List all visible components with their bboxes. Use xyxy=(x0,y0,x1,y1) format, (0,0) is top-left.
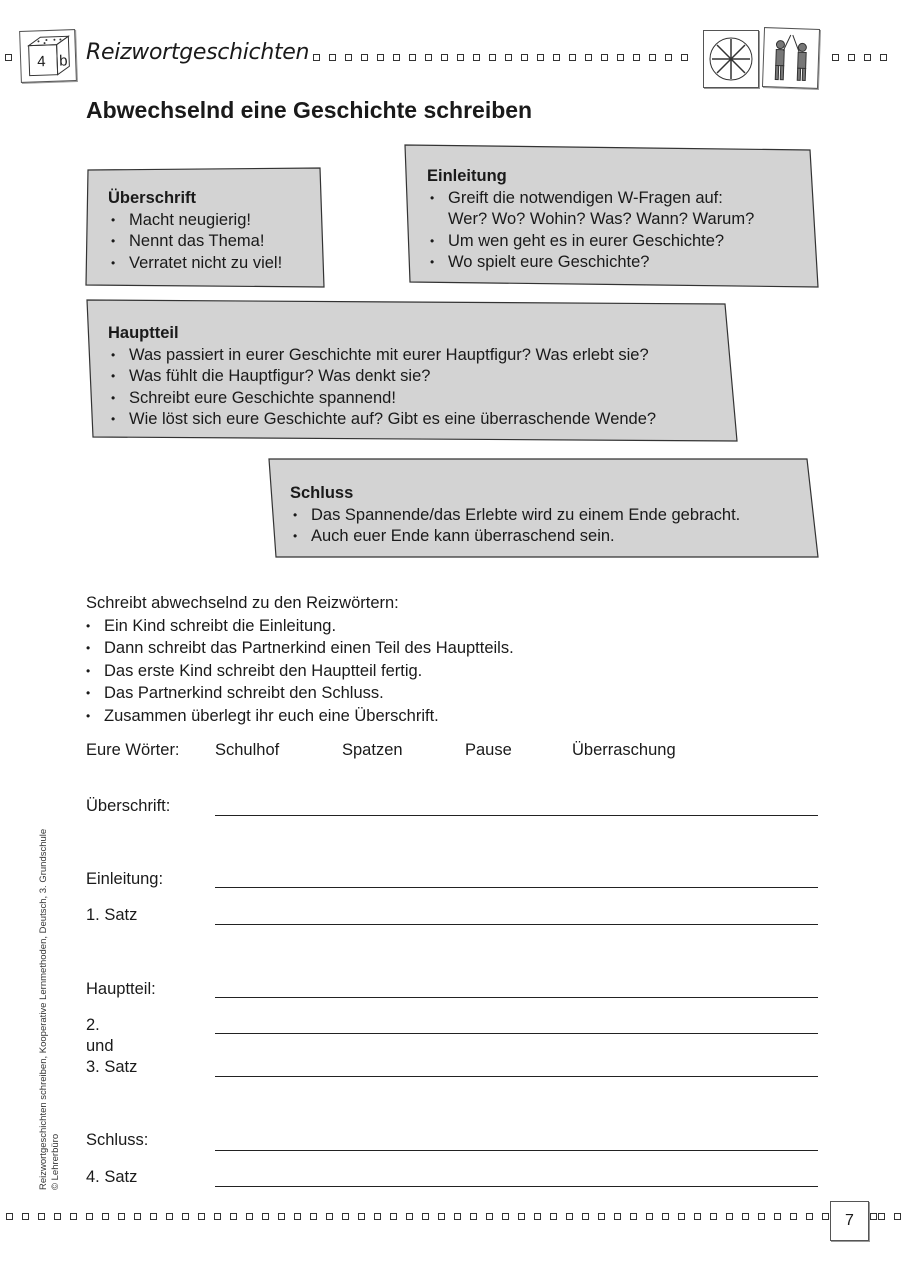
side-note-copyright: © Lehrerbüro xyxy=(50,1133,61,1190)
box-heading: Schluss xyxy=(290,484,354,502)
list-item: • Wo spielt eure Geschichte? xyxy=(427,252,754,274)
label-und: und xyxy=(86,1037,114,1055)
page-title: Abwechselnd eine Geschichte schreiben xyxy=(86,97,533,123)
write-line-satz4[interactable] xyxy=(215,1186,818,1187)
box-schluss xyxy=(290,483,740,548)
list-item: • Macht neugierig! xyxy=(108,210,282,232)
label-einleitung: Einleitung: xyxy=(86,870,164,888)
label-schluss: Schluss: xyxy=(86,1131,149,1149)
footer-dots xyxy=(6,1213,877,1220)
list-item: • Um wen geht es in eurer Geschichte? xyxy=(427,231,754,253)
side-note-source: Reizwortgeschichten schreiben, Kooperative Lernmethoden, Deutsch, 3. Grundschule xyxy=(38,828,49,1190)
list-item: • Das Spannende/das Erlebte wird zu einem Ende gebracht. xyxy=(290,505,740,527)
list-item: • Das erste Kind schreibt den Hauptteil fertig. xyxy=(83,660,514,683)
list-item: • Zusammen überlegt ihr euch eine Überschrift. xyxy=(83,705,514,728)
label-satz3: 3. Satz xyxy=(86,1058,138,1076)
page-number: 7 xyxy=(830,1201,869,1241)
footer-dots-right xyxy=(878,1213,901,1220)
series-title: Reizwortgeschichten xyxy=(86,40,310,65)
list-item: • Schreibt eure Geschichte spannend! xyxy=(108,388,656,410)
label-hauptteil: Hauptteil: xyxy=(86,980,156,998)
word-3: Pause xyxy=(465,741,512,759)
box-heading: Einleitung xyxy=(427,167,507,185)
list-item: • Nennt das Thema! xyxy=(108,231,282,253)
box-hauptteil xyxy=(108,323,656,431)
list-item: • Das Partnerkind schreibt den Schluss. xyxy=(83,682,514,705)
list-item-continuation: Wer? Wo? Wohin? Was? Wann? Warum? xyxy=(448,210,755,228)
list-item: • Verratet nicht zu viel! xyxy=(108,253,282,275)
word-4: Überraschung xyxy=(572,741,676,759)
box-heading: Überschrift xyxy=(108,189,197,207)
badge-number: 4 xyxy=(36,53,46,71)
list-item: • Dann schreibt das Partnerkind einen Teil des Hauptteils. xyxy=(83,637,514,660)
label-satz1: 1. Satz xyxy=(86,906,138,924)
side-note xyxy=(38,829,62,1190)
list-item: • Ein Kind schreibt die Einleitung. xyxy=(83,615,514,638)
write-line-satz1[interactable] xyxy=(215,924,818,925)
box-einleitung xyxy=(427,166,754,274)
write-line-satz2[interactable] xyxy=(215,1033,818,1034)
label-ueberschrift: Überschrift: xyxy=(86,797,171,815)
write-line-schluss[interactable] xyxy=(215,1150,818,1151)
instructions xyxy=(86,592,514,727)
box-ueberschrift xyxy=(108,188,282,274)
instructions-intro: Schreibt abwechselnd zu den Reizwörtern: xyxy=(86,594,399,612)
list-item: • Was fühlt die Hauptfigur? Was denkt sie? xyxy=(108,366,656,388)
list-item: Greift die notwendigen W-Fragen auf: xyxy=(448,188,723,207)
write-line-ueberschrift[interactable] xyxy=(215,815,818,816)
list-item: • Auch euer Ende kann überraschend sein. xyxy=(290,526,740,548)
word-2: Spatzen xyxy=(342,741,403,759)
write-line-einleitung[interactable] xyxy=(215,887,818,888)
words-label: Eure Wörter: xyxy=(86,741,180,759)
word-1: Schulhof xyxy=(215,741,280,759)
write-line-hauptteil[interactable] xyxy=(215,997,818,998)
list-item: • Was passiert in eurer Geschichte mit eurer Hauptfigur? Was erlebt sie? xyxy=(108,345,656,367)
write-line-satz3[interactable] xyxy=(215,1076,818,1077)
box-heading: Hauptteil xyxy=(108,324,179,342)
label-satz2: 2. xyxy=(86,1016,100,1034)
list-item: • Wie löst sich eure Geschichte auf? Gibt es eine überraschende Wende? xyxy=(108,409,656,431)
label-satz4: 4. Satz xyxy=(86,1168,138,1186)
badge-letter: b xyxy=(58,52,68,70)
